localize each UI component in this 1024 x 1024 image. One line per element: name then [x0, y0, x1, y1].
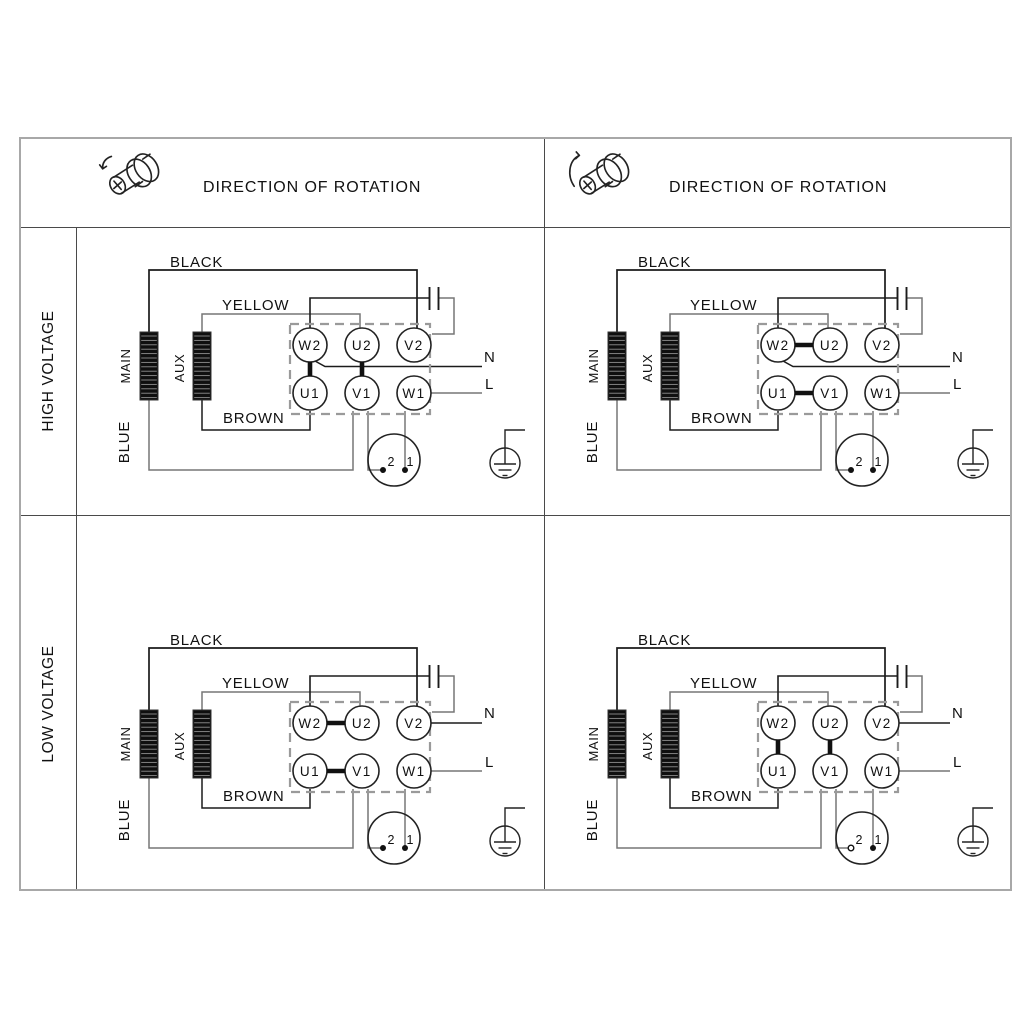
wiring-diagram-low-voltage-left: [76, 605, 544, 893]
main-winding-label: MAIN: [118, 726, 133, 762]
yellow-wire-label: YELLOW: [690, 297, 758, 314]
protector-terminal-2-dot: [380, 845, 386, 851]
blue-wire-label: BLUE: [116, 420, 133, 464]
protector-terminal-2-dot: [380, 467, 386, 473]
black-wire-label: BLACK: [170, 254, 224, 271]
terminal-label-w1: W1: [402, 386, 426, 401]
aux-winding: [193, 710, 211, 778]
terminal-label-w2: W2: [298, 716, 322, 731]
brown-wire-label: BROWN: [223, 788, 285, 805]
ground-symbol: [490, 808, 525, 856]
yellow-wire-label: YELLOW: [690, 675, 758, 692]
terminal-label-w1: W1: [870, 764, 894, 779]
terminal-label-w2: W2: [766, 716, 790, 731]
main-winding-label: MAIN: [586, 726, 601, 762]
yellow-wire-label: YELLOW: [222, 675, 290, 692]
terminal-label-w1: W1: [402, 764, 426, 779]
n-label: N: [952, 349, 963, 366]
wiring-diagram-high-voltage-right: [544, 227, 1012, 515]
main-winding-label: MAIN: [586, 348, 601, 384]
wiring-diagram-low-voltage-right: [544, 605, 1012, 893]
blue-wire-label: BLUE: [584, 420, 601, 464]
n-label: N: [484, 349, 495, 366]
wiring-table: [19, 137, 1012, 891]
terminal-label-v1: V1: [820, 764, 840, 779]
terminal-label-w2: W2: [298, 338, 322, 353]
capacitor-to-v2-wire: [432, 298, 454, 334]
quadrant-high-voltage-left: [76, 227, 544, 515]
terminal-label-v1: V1: [352, 764, 372, 779]
wiring-diagram-high-voltage-left: [76, 227, 544, 515]
motor-rotation-cw-icon: [567, 147, 639, 205]
aux-winding-label: AUX: [640, 353, 655, 383]
main-winding-label: MAIN: [118, 348, 133, 384]
yellow-wire-label: YELLOW: [222, 297, 290, 314]
row-label-high-voltage: HIGH VOLTAGE: [40, 310, 57, 432]
l-label: L: [485, 376, 494, 393]
terminal-label-u2: U2: [819, 338, 841, 353]
ground-symbol: [490, 430, 525, 478]
capacitor-to-v2-wire: [900, 298, 922, 334]
terminal-label-u2: U2: [351, 338, 373, 353]
protector-terminal-2-label: 2: [855, 833, 863, 847]
black-wire-label: BLACK: [638, 254, 692, 271]
protector-terminal-1-label: 1: [406, 455, 414, 469]
quadrant-high-voltage-right: [544, 227, 1012, 515]
v1-to-protector-wire: [368, 411, 381, 470]
aux-winding-label: AUX: [172, 731, 187, 761]
quadrant-low-voltage-left: [76, 605, 544, 893]
black-wire-label: BLACK: [638, 632, 692, 649]
main-winding: [608, 332, 626, 400]
aux-winding: [661, 710, 679, 778]
terminal-label-v2: V2: [872, 716, 892, 731]
ground-symbol: [958, 808, 993, 856]
v1-to-protector-wire: [836, 411, 849, 470]
terminal-label-u2: U2: [351, 716, 373, 731]
terminal-label-u1: U1: [299, 764, 321, 779]
voltage-row-divider-line: [21, 515, 1010, 516]
brown-wire-label: BROWN: [691, 410, 753, 427]
v1-to-protector-wire: [368, 789, 381, 848]
black-wire-label: BLACK: [170, 632, 224, 649]
direction-of-rotation-title-left: DIRECTION OF ROTATION: [203, 179, 422, 196]
row-label-low-voltage: LOW VOLTAGE: [40, 645, 57, 763]
l-label: L: [485, 754, 494, 771]
terminal-label-u2: U2: [819, 716, 841, 731]
v1-to-protector-wire: [836, 789, 849, 848]
protector-terminal-1-label: 1: [874, 833, 882, 847]
capacitor-to-v2-wire: [900, 676, 922, 712]
n-wire: [783, 361, 950, 367]
terminal-label-v1: V1: [352, 386, 372, 401]
n-label: N: [952, 705, 963, 722]
aux-winding: [193, 332, 211, 400]
terminal-label-u1: U1: [299, 386, 321, 401]
protector-terminal-1-label: 1: [406, 833, 414, 847]
protector-terminal-2-label: 2: [387, 455, 395, 469]
terminal-label-w2: W2: [766, 338, 790, 353]
aux-winding-label: AUX: [640, 731, 655, 761]
direction-of-rotation-title-right: DIRECTION OF ROTATION: [669, 179, 888, 196]
protector-terminal-1-label: 1: [874, 455, 882, 469]
protector-terminal-2-dot: [848, 467, 854, 473]
protector-terminal-2-label: 2: [855, 455, 863, 469]
main-winding: [140, 710, 158, 778]
aux-winding-label: AUX: [172, 353, 187, 383]
protector-terminal-2-label: 2: [387, 833, 395, 847]
terminal-label-w1: W1: [870, 386, 894, 401]
motor-rotation-ccw-icon: [97, 147, 169, 205]
blue-wire-label: BLUE: [584, 798, 601, 842]
blue-wire-label: BLUE: [116, 798, 133, 842]
terminal-label-v2: V2: [872, 338, 892, 353]
main-winding: [608, 710, 626, 778]
brown-wire-label: BROWN: [223, 410, 285, 427]
n-wire: [315, 361, 482, 367]
aux-winding: [661, 332, 679, 400]
terminal-label-u1: U1: [767, 386, 789, 401]
capacitor-to-v2-wire: [432, 676, 454, 712]
l-label: L: [953, 754, 962, 771]
terminal-label-v2: V2: [404, 338, 424, 353]
main-winding: [140, 332, 158, 400]
terminal-label-v2: V2: [404, 716, 424, 731]
protector-terminal-2-dot: [848, 845, 854, 851]
brown-wire-label: BROWN: [691, 788, 753, 805]
n-label: N: [484, 705, 495, 722]
terminal-label-u1: U1: [767, 764, 789, 779]
terminal-label-v1: V1: [820, 386, 840, 401]
l-label: L: [953, 376, 962, 393]
ground-symbol: [958, 430, 993, 478]
quadrant-low-voltage-right: [544, 605, 1012, 893]
